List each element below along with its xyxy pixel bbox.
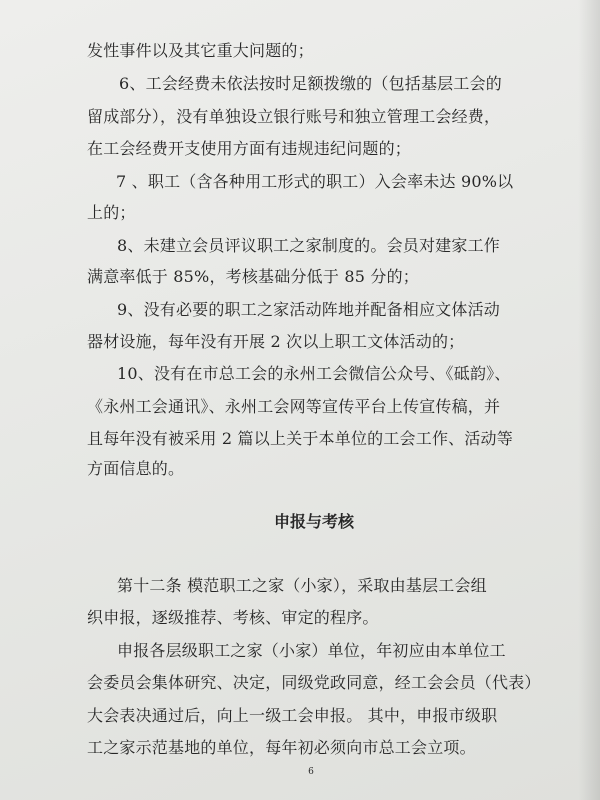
paragraph-line: 7 、职工（含各种用工形式的职工）入会率未达 90%以 bbox=[116, 172, 514, 191]
paragraph-line: 发性事件以及其它重大问题的； bbox=[87, 41, 314, 60]
section-paragraph-line: 工之家示范基地的单位，每年初必须向市总工会立项。 bbox=[87, 738, 476, 757]
paragraph-line: 器材设施，每年没有开展 2 次以上职工文体活动的； bbox=[87, 332, 465, 351]
paragraph-line: 留成部分），没有单独设立银行账号和独立管理工会经费， bbox=[87, 107, 501, 126]
paragraph-line: 《永州工会通讯》、永州工会网等宣传平台上传宣传稿，并 bbox=[87, 397, 501, 416]
section-paragraph-line: 会委员会集体研究、决定，同级党政同意，经工会会员（代表） bbox=[87, 673, 541, 692]
paragraph-line: 6、工会经费未依法按时足额拨缴的（包括基层工会的 bbox=[119, 74, 502, 93]
section-paragraph-line: 申报各层级职工之家（小家）单位，年初应由本单位工 bbox=[117, 641, 506, 660]
paragraph-line: 10、没有在市总工会的永州工会微信公众号、《砥韵》、 bbox=[117, 364, 511, 383]
paragraph-line: 且每年没有被采用 2 篇以上关于本单位的工会工作、活动等 bbox=[87, 429, 513, 448]
section-paragraph-line: 大会表决通过后，向上一级工会申报。 其中，申报市级职 bbox=[87, 706, 498, 725]
paragraph-line: 9、没有必要的职工之家活动阵地并配备相应文体活动 bbox=[117, 300, 500, 319]
paragraph-line: 8、未建立会员评议职工之家制度的。会员对建家工作 bbox=[117, 236, 500, 255]
paragraph-line: 方面信息的。 bbox=[87, 459, 185, 478]
paragraph-line: 上的； bbox=[87, 203, 136, 222]
page-number: 6 bbox=[308, 767, 314, 777]
paragraph-line: 在工会经费开支使用方面有违规违纪问题的； bbox=[87, 139, 412, 158]
section-paragraph-line: 第十二条 模范职工之家（小家），采取由基层工会组 bbox=[117, 576, 487, 595]
paragraph-line: 满意率低于 85%，考核基础分低于 85 分的； bbox=[87, 267, 419, 286]
section-paragraph-line: 织申报，逐级推荐、考核、审定的程序。 bbox=[87, 608, 379, 627]
section-heading: 申报与考核 bbox=[273, 512, 354, 531]
